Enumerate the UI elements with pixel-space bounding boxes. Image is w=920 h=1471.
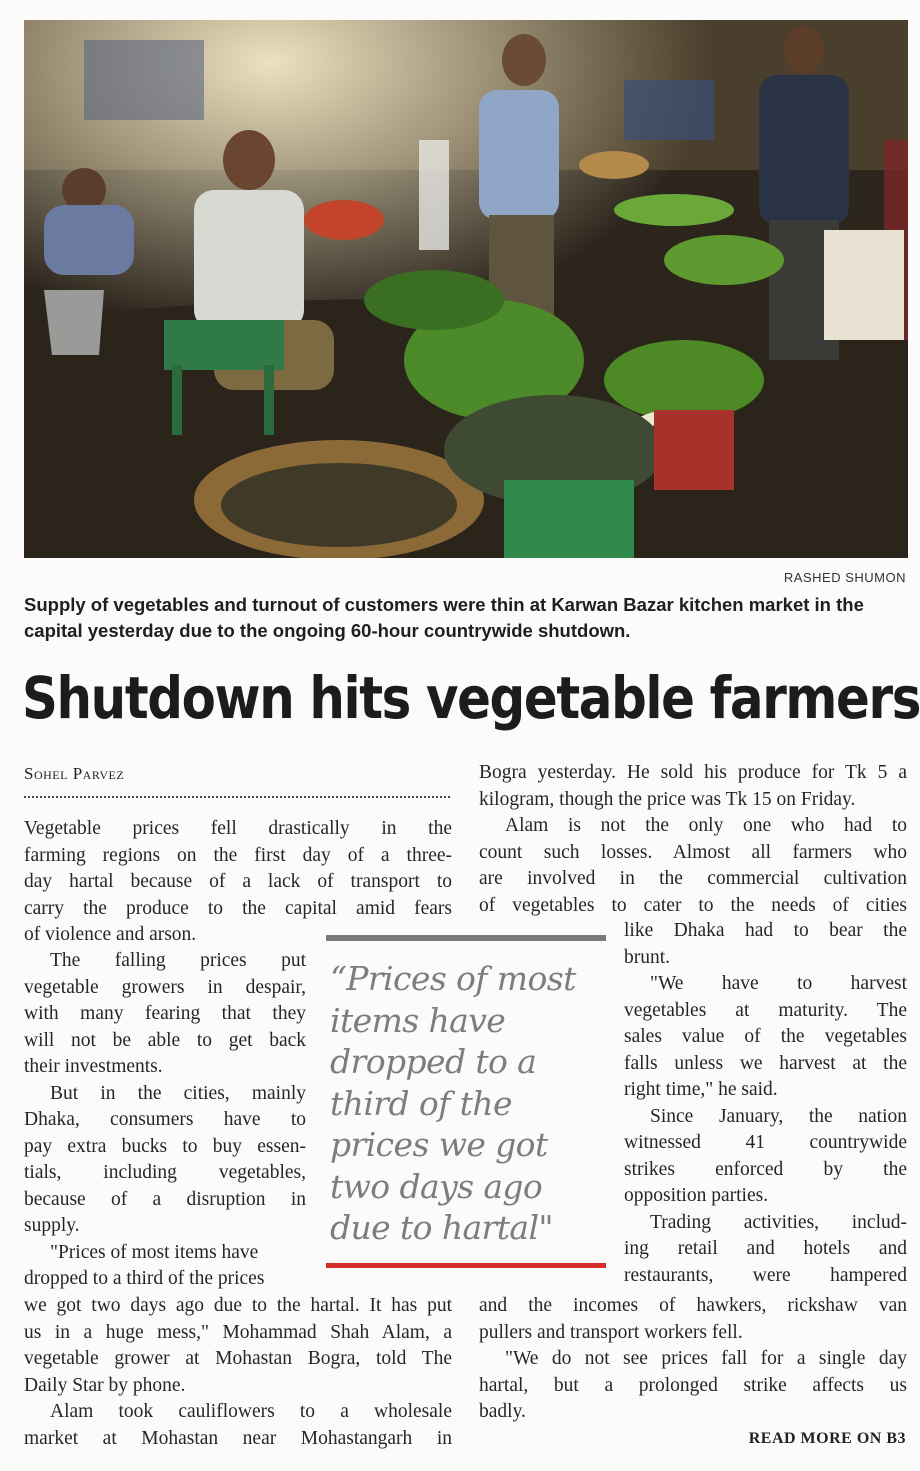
photo-credit: RASHED SHUMON [783, 570, 906, 585]
article-line: Bogra yesterday. He sold his produce for Tk 5 a [479, 762, 907, 783]
article-line: will not be able to get back [24, 1029, 306, 1051]
article-line: of vegetables to cater to the needs of cities [479, 894, 907, 916]
article-line: because of a disruption in [24, 1188, 306, 1210]
article-line: and the incomes of hawkers, rickshaw van [479, 1295, 907, 1316]
article-line: pullers and transport workers fell. [479, 1321, 743, 1343]
article-line: Alam took cauliflowers to a wholesale [50, 1401, 452, 1422]
article-line: But in the cities, mainly [50, 1082, 306, 1104]
article-line: "We do not see prices fall for a single day [505, 1348, 907, 1369]
article-line: vegetable growers in despair, [24, 976, 306, 998]
article-line: The falling prices put [50, 950, 306, 971]
market-photo-illustration [24, 20, 908, 558]
article-line: brunt. [624, 946, 671, 968]
article-col1-top [24, 816, 452, 949]
pull-quote-top-rule [326, 935, 606, 941]
pull-quote-line: dropped to a [330, 1042, 537, 1081]
article-line: strikes enforced by the [624, 1158, 907, 1180]
article-line: "We have to harvest [650, 973, 907, 994]
article-line: opposition parties. [624, 1185, 769, 1206]
market-photo [24, 20, 908, 558]
article-line: falls unless we harvest at the [624, 1052, 907, 1074]
pull-quote-line: two days ago [330, 1166, 543, 1206]
article-line: vegetables at maturity. The [624, 999, 907, 1021]
article-line: count such losses. Almost all farmers who [479, 841, 907, 863]
article-line: kilogram, though the price was Tk 15 on Friday. [479, 788, 856, 810]
article-line: are involved in the commercial cultivation [479, 868, 907, 889]
pull-quote-line: third of the [330, 1083, 512, 1123]
article-line: sales value of the vegetables [624, 1026, 907, 1047]
article-line: vegetable grower at Mohastan Bogra, told The [24, 1348, 452, 1369]
byline-divider [24, 796, 450, 798]
article-line: day hartal because of a lack of transport to [24, 871, 452, 892]
article-col2-narrow [624, 918, 907, 1289]
pull-quote-bottom-rule [326, 1263, 606, 1268]
article-line: pay extra bucks to buy essen- [24, 1135, 306, 1157]
article-line: market at Mohastan near Mohastangarh in [24, 1427, 452, 1449]
pull-quote-line: “Prices of most [330, 959, 576, 998]
article-line: like Dhaka had to bear the [624, 920, 907, 941]
photo-caption: Supply of vegetables and turnout of customers were thin at Karwan Bazar kitchen market in the capital yesterday due to the ongoing 60-hour countrywide shutdown. [24, 594, 864, 641]
byline: Sohel Parvez [24, 764, 125, 783]
article-line: right time," he said. [624, 1079, 778, 1100]
article-col2-top [479, 760, 907, 919]
article-line: Trading activities, includ- [650, 1211, 907, 1233]
article-line: Vegetable prices fell drastically in the [24, 818, 452, 839]
article-line: we got two days ago due to the hartal. It has put [24, 1295, 452, 1316]
article-line: us in a huge mess," Mohammad Shah Alam, a [24, 1321, 452, 1343]
pull-quote-line: items have [330, 1000, 506, 1040]
pull-quote-line: prices we got [330, 1125, 548, 1164]
article-line: hartal, but a prolonged strike affects us [479, 1374, 907, 1396]
read-more-link[interactable]: READ MORE ON B3 [748, 1430, 906, 1447]
article-line: carry the produce to the capital amid fears [24, 897, 452, 919]
article-line: their investments. [24, 1056, 163, 1077]
article-col1-narrow [24, 948, 306, 1293]
article-line: badly. [479, 1401, 526, 1422]
article-col2-bottom [479, 1293, 907, 1426]
pull-quote [330, 958, 610, 1249]
article-line: tials, including vegetables, [24, 1162, 306, 1183]
article-line: farming regions on the first day of a three- [24, 844, 452, 866]
article-line: ing retail and hotels and [624, 1238, 907, 1259]
article-line: with many fearing that they [24, 1003, 306, 1024]
article-line: of violence and arson. [24, 924, 197, 945]
article-line: dropped to a third of the prices [24, 1268, 265, 1289]
article-line: restaurants, were hampered [624, 1264, 907, 1286]
article-line: Dhaka, consumers have to [24, 1109, 306, 1130]
article-line: Daily Star by phone. [24, 1374, 186, 1396]
article-line: "Prices of most items have [50, 1241, 259, 1263]
article-col1-bottom [24, 1293, 452, 1452]
headline: Shutdown hits vegetable farmers [22, 664, 920, 732]
article-line: witnessed 41 countrywide [624, 1132, 907, 1153]
article-line: supply. [24, 1215, 80, 1236]
article-line: Alam is not the only one who had to [505, 815, 907, 836]
article-line: Since January, the nation [650, 1105, 907, 1127]
pull-quote-line: due to hartal" [330, 1208, 553, 1247]
